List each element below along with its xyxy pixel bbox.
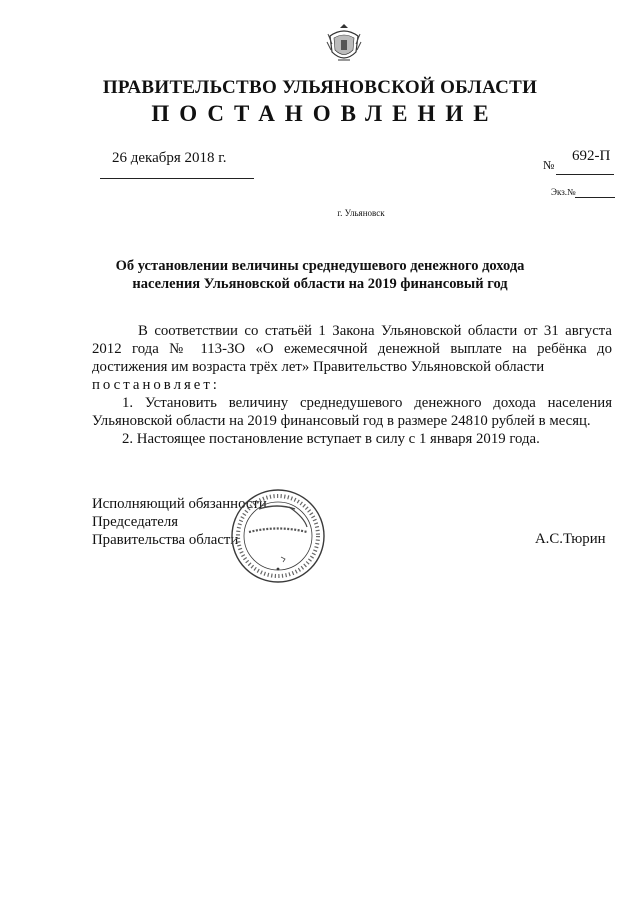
- subject-line-1: Об установлении величины среднедушевого денежного дохода: [115, 258, 525, 274]
- copy-number-label: Экз.№: [551, 187, 576, 197]
- coat-of-arms-emblem: [326, 22, 362, 66]
- item-2-paragraph: 2. Настоящее постановление вступает в силу с 1 января 2019 года.: [122, 431, 540, 447]
- number-sign: №: [543, 158, 555, 172]
- document-number: 692-П: [572, 148, 611, 164]
- city-name: г. Ульяновск: [337, 208, 385, 218]
- document-type: ПОСТАНОВЛЕНИЕ: [151, 101, 499, 126]
- date-underline: [100, 178, 254, 179]
- signer-name: А.С.Тюрин: [535, 531, 606, 547]
- document-body: [92, 322, 612, 448]
- position-line-3: Правительства области: [92, 532, 239, 548]
- subject-line-2: населения Ульяновской области на 2019 финансовый год: [132, 276, 508, 292]
- preamble-paragraph: В соответствии со статьёй 1 Закона Ульяновской области от 31 августа 2012 года № 113-ЗО «О ежемесячной денежной выплате на ребёнка до достижения им возраста трёх лет» Правительство Ульяновской области: [92, 323, 612, 375]
- position-line-2: Председателя: [92, 514, 179, 530]
- document-date: 26 декабря 2018 г.: [112, 150, 227, 166]
- resolves-word: постановляет:: [92, 377, 220, 393]
- copy-number-underline: [575, 197, 615, 198]
- document-subject: [110, 257, 530, 293]
- official-seal-stamp: [229, 487, 327, 585]
- position-line-1: Исполняющий обязанности: [92, 496, 267, 512]
- item-1-paragraph: 1. Установить величину среднедушевого денежного дохода населения Ульяновской области на 2019 финансовый год в размере 24810 рублей в месяц.: [92, 395, 612, 429]
- government-title: ПРАВИТЕЛЬСТВО УЛЬЯНОВСКОЙ ОБЛАСТИ: [102, 77, 538, 98]
- number-underline: [556, 174, 614, 175]
